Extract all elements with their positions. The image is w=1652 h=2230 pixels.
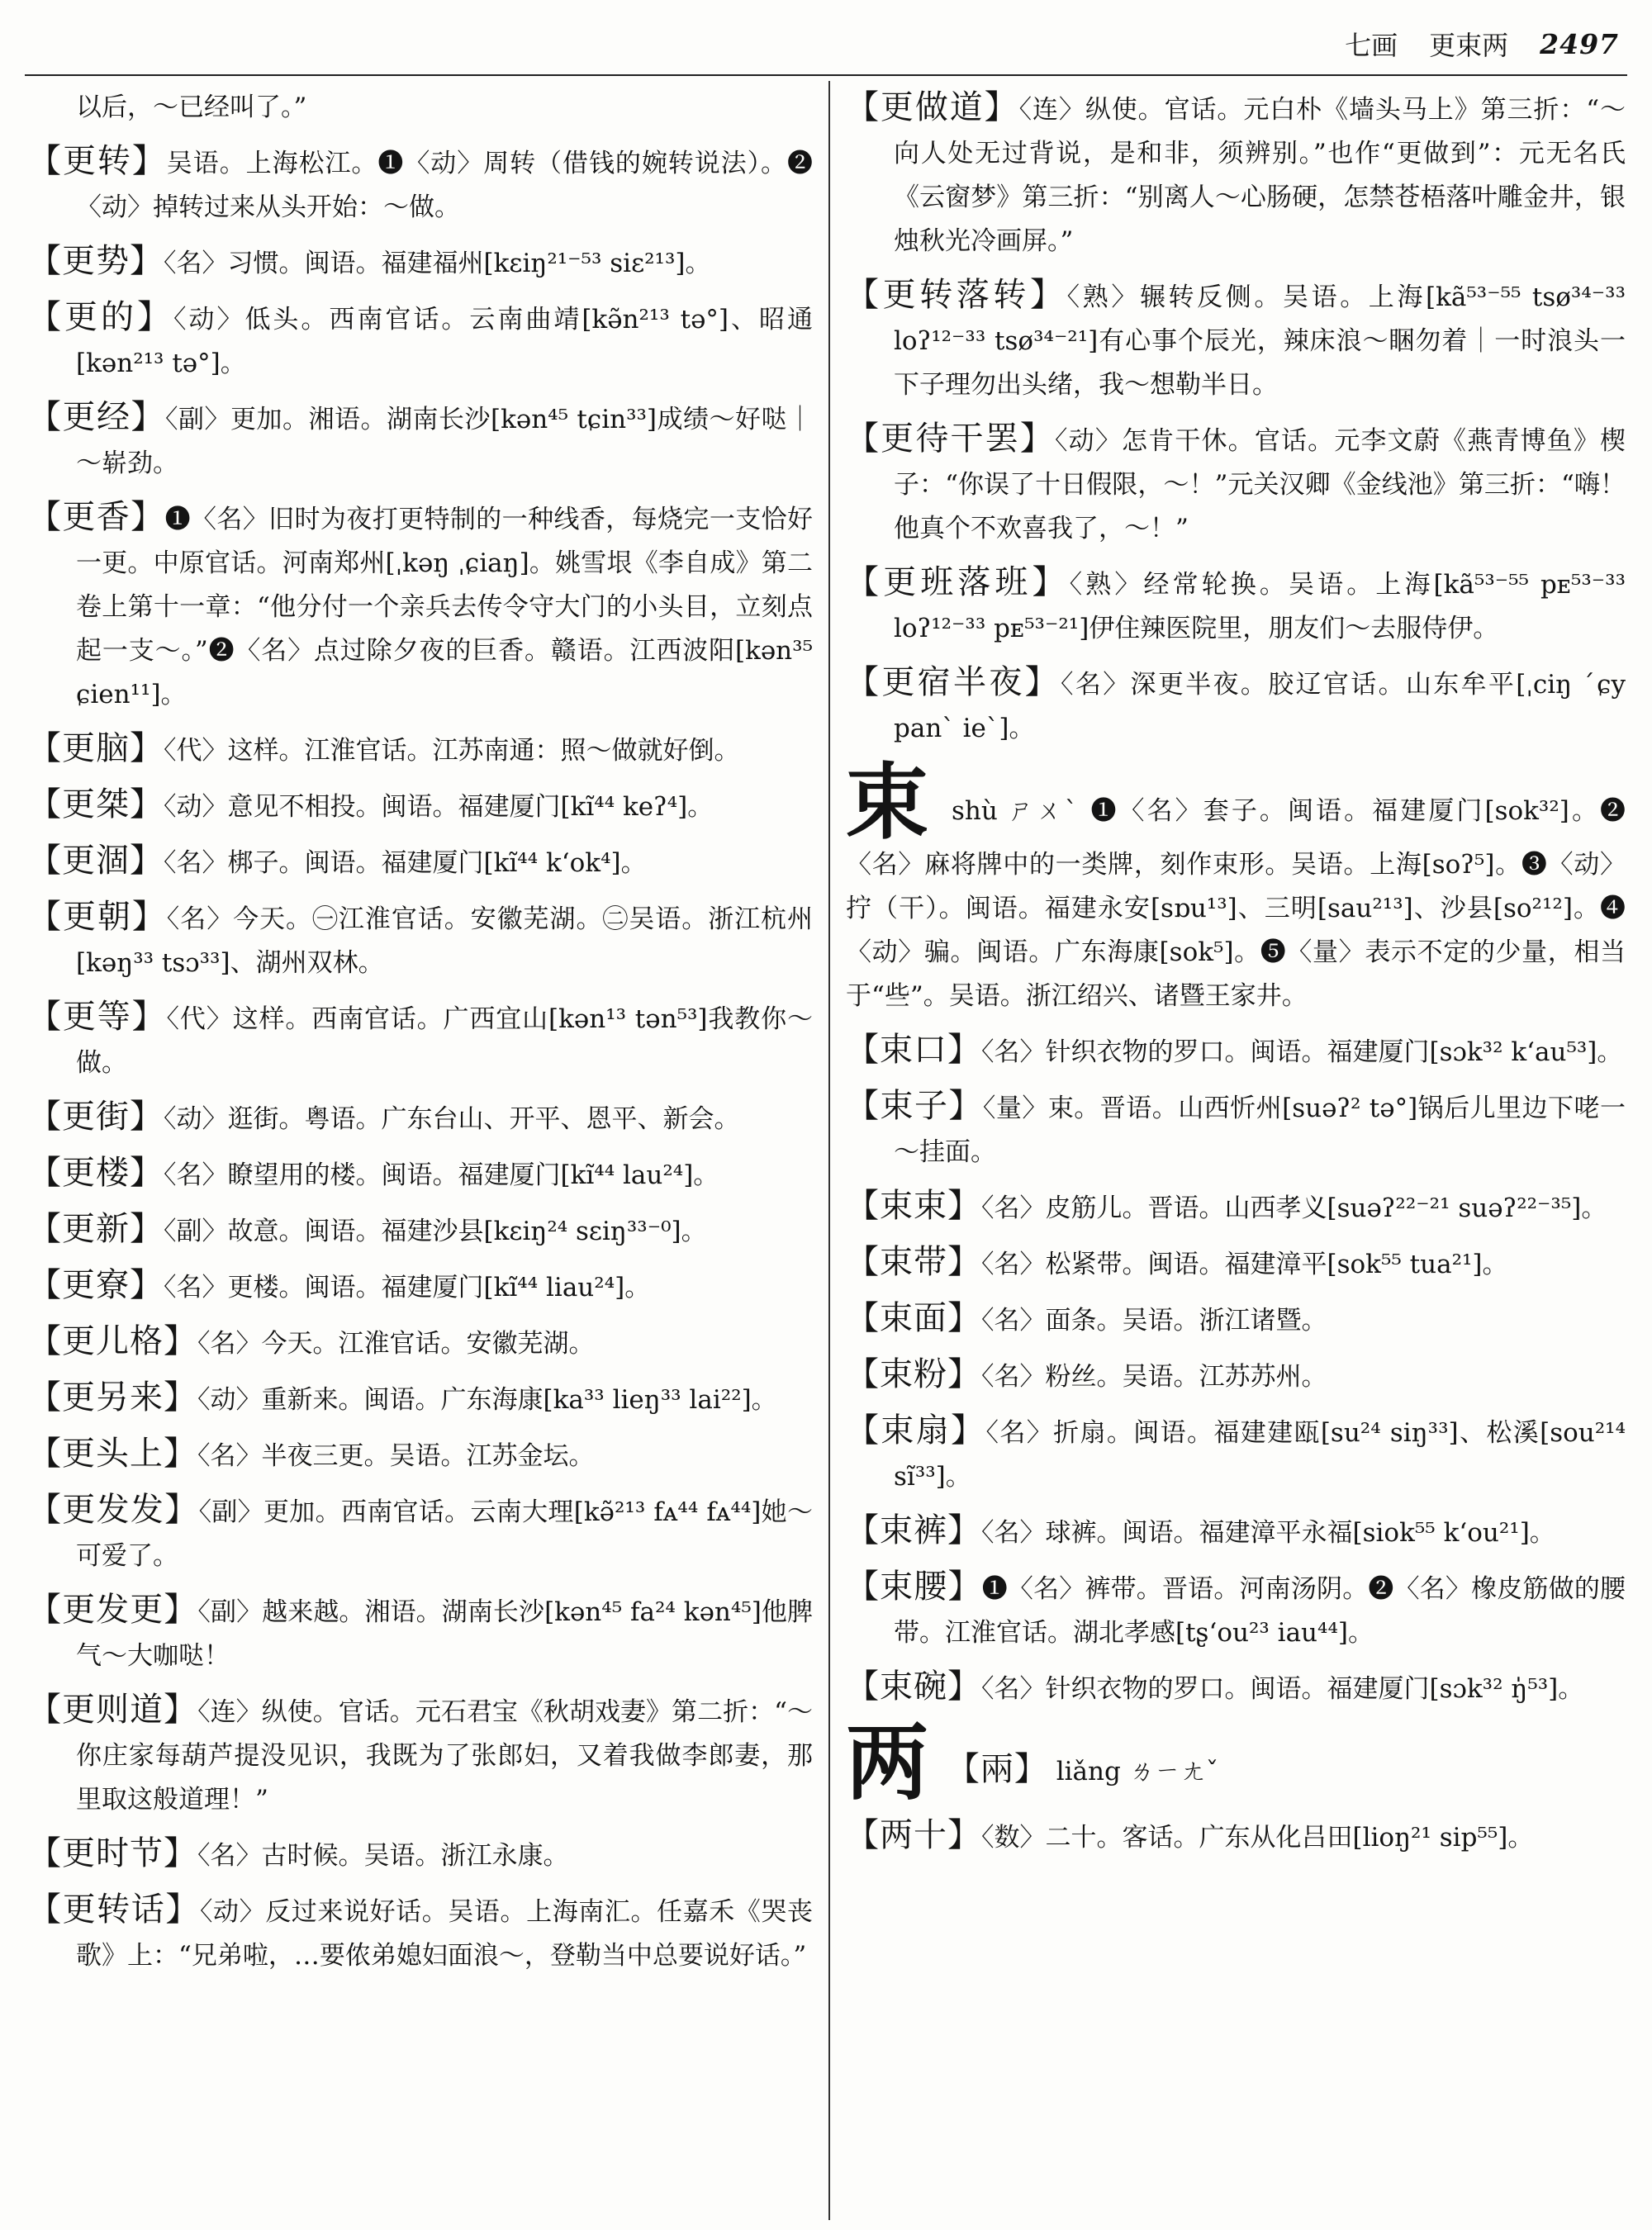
page-number: 2497 — [1540, 27, 1619, 60]
head-zhuyin: ㄕㄨˋ — [1008, 796, 1080, 826]
dictionary-entry: 【更朝】〈名〉今天。㊀江淮官话。安徽芜湖。㊁吴语。浙江杭州[kəŋ³³ tsɔ³³]、湖州双林。 — [28, 898, 813, 978]
dictionary-entry: 【更楼】〈名〉瞭望用的楼。闽语。福建厦门[kĩ⁴⁴ lau²⁴]。 — [28, 1154, 719, 1192]
dictionary-entry: 【更街】〈动〉逛街。粤语。广东台山、开平、恩平、新会。 — [28, 1098, 740, 1136]
headword: 【束碗】 — [846, 1668, 981, 1706]
headword: 【更待干罢】 — [846, 420, 1055, 458]
headword: 【束带】 — [846, 1243, 981, 1281]
dictionary-entry: 【更儿格】〈名〉今天。江淮官话。安徽芜湖。 — [28, 1322, 595, 1360]
headword: 【更发发】 — [28, 1491, 199, 1529]
headword: 【束面】 — [846, 1299, 981, 1337]
dictionary-entry: 【更脑】〈代〉这样。江淮官话。江苏南通：照～做就好倒。 — [28, 729, 740, 767]
dictionary-entry: 【束粉】〈名〉粉丝。吴语。江苏苏州。 — [846, 1355, 1327, 1393]
dictionary-entry: 【更另来】〈动〉重新来。闽语。广东海康[ka³³ lieŋ³³ lai²²]。 — [28, 1378, 777, 1416]
headword: 【更街】 — [28, 1098, 164, 1136]
headword: 【更朝】 — [28, 898, 167, 936]
dictionary-entry: 【更经】〈副〉更加。湘语。湖南长沙[kən⁴⁵ tɕin³³]成绩～好哒｜～崭劲。 — [28, 398, 813, 478]
headword: 【束扇】 — [846, 1412, 986, 1450]
page-header — [991, 15, 1619, 73]
headword: 【更儿格】 — [28, 1322, 197, 1360]
headword: 【两十】 — [846, 1816, 981, 1854]
headword: 【束粉】 — [846, 1355, 981, 1393]
head-definition: ❶〈名〉套子。闽语。福建厦门[sok³²]。❷〈名〉麻将牌中的一类牌，刻作束形。吴语。上海[soʔ⁵]。❸〈动〉拧（干）。闽语。福建永安[sɒu¹³]、三明[sau²¹³]、沙县[so²¹²]。❹〈动〉骗。闽语。广东海康[sok⁵]。❺〈量〉表示不定的少量，相当于“些”。吴语。浙江绍兴、诸暨王家井。 — [846, 796, 1626, 1011]
headword: 【更转话】 — [28, 1891, 200, 1929]
head-zhuyin: ㄌㄧㄤˇ — [1128, 1757, 1219, 1786]
headword: 【束束】 — [846, 1187, 981, 1225]
dictionary-entry: 【束带】〈名〉松紧带。闽语。福建漳平[sok⁵⁵ tua²¹]。 — [846, 1243, 1508, 1281]
dictionary-entry: 【更发更】〈副〉越来越。湘语。湖南长沙[kən⁴⁵ fa²⁴ kən⁴⁵]他脾气～大咖哒！ — [28, 1591, 813, 1671]
dictionary-entry: 【束束】〈名〉皮筋儿。晋语。山西孝义[suəʔ²²⁻²¹ suəʔ²²⁻³⁵]。 — [846, 1187, 1607, 1225]
headword: 【更新】 — [28, 1210, 164, 1248]
dictionary-entry: 【更香】❶〈名〉旧时为夜打更特制的一种线香，每烧完一支恰好一更。中原官话。河南郑州[ˌkəŋ ˌɕiaŋ]。姚雪垠《李自成》第二卷上第十一章：“他分付一个亲兵去传令守大门的小头目，立刻点起一支～。”❷〈名〉点过除夕夜的巨香。赣语。江西波阳[kən³⁵ ɕien¹¹]。 — [28, 498, 813, 709]
dictionary-entry: 【束面】〈名〉面条。吴语。浙江诸暨。 — [846, 1299, 1327, 1337]
headword: 【更则道】 — [28, 1691, 198, 1729]
headword: 【更等】 — [28, 998, 167, 1036]
dictionary-entry: 【更头上】〈名〉半夜三更。吴语。江苏金坛。 — [28, 1435, 595, 1473]
header-rule — [25, 74, 1627, 76]
headword: 【束子】 — [846, 1087, 983, 1125]
headword: 【更涸】 — [28, 842, 164, 880]
headword: 【更做道】 — [846, 88, 1019, 126]
headword: 【更寮】 — [28, 1266, 164, 1304]
headword: 【束口】 — [846, 1031, 981, 1069]
dictionary-entry: 【更涸】〈名〉梆子。闽语。福建厦门[kĩ⁴⁴ k‘ok⁴]。 — [28, 842, 647, 880]
head-character: 两 — [846, 1714, 928, 1811]
headword: 【更班落班】 — [846, 563, 1070, 601]
dictionary-entry: 【更势】〈名〉习惯。闽语。福建福州[kεiŋ²¹⁻⁵³ siε²¹³]。 — [28, 242, 711, 280]
headword: 【更的】 — [28, 298, 173, 336]
dictionary-entry: 【更转】吴语。上海松江。❶〈动〉周转（借钱的婉转说法）。❷〈动〉掉转过来从头开始：～做。 — [28, 142, 813, 222]
headword: 【更经】 — [28, 398, 165, 436]
headword: 【更时节】 — [28, 1834, 197, 1872]
head-character-entry — [846, 753, 1626, 1018]
head-character: 束 — [846, 753, 932, 851]
headword: 【束腰】 — [846, 1568, 982, 1606]
dictionary-entry: 【更则道】〈连〉纵使。官话。元石君宝《秋胡戏妻》第二折：“～你庄家每葫芦提没见识，我既为了张郎妇，又着我做李郎妻，那里取这般道理！” — [28, 1691, 813, 1815]
dictionary-entry: 【束扇】〈名〉折扇。闽语。福建建瓯[su²⁴ siŋ³³]、松溪[sou²¹⁴ sĩ³³]。 — [846, 1412, 1626, 1492]
dictionary-entry: 【更发发】〈副〉更加。西南官话。云南大理[kə̃²¹³ fᴀ⁴⁴ fᴀ⁴⁴]她～可爱了。 — [28, 1491, 813, 1571]
headword: 【更楼】 — [28, 1154, 164, 1192]
traditional-form: 【兩】 — [946, 1750, 1048, 1788]
dictionary-entry: 【更寮】〈名〉更楼。闽语。福建厦门[kĩ⁴⁴ liau²⁴]。 — [28, 1266, 651, 1304]
dictionary-entry: 【更班落班】〈熟〉经常轮换。吴语。上海[kã⁵³⁻⁵⁵ pᴇ⁵³⁻³³ loʔ¹²⁻³³ pᴇ⁵³⁻²¹]伊住辣医院里，朋友们～去服侍伊。 — [846, 563, 1626, 643]
section-label: 七画 — [1345, 30, 1398, 61]
dictionary-entry: 【更做道】〈连〉纵使。官话。元白朴《墙头马上》第三折：“～向人处无过背说，是和非，须辨别。”也作“更做到”：元无名氏《云窗梦》第三折：“别离人～心肠硬，怎禁苍梧落叶雕金井，银烛秋光冷画屏。” — [846, 88, 1626, 256]
dictionary-entry: 【更转落转】〈熟〉辗转反侧。吴语。上海[kã⁵³⁻⁵⁵ tsø³⁴⁻³³ loʔ¹²⁻³³ tsø³⁴⁻²¹]有心事个辰光，辣床浪～睏勿着｜一时浪头一下子理勿出头绪，我～想勒半日。 — [846, 276, 1626, 400]
dictionary-entry: 【更宿半夜】〈名〉深更半夜。胶辽官话。山东牟平[ˌciŋ ˊɕy panˋ ieˋ]。 — [846, 663, 1626, 743]
headword: 【更香】 — [28, 498, 165, 536]
headword: 【更脑】 — [28, 729, 164, 767]
dictionary-entry: 【更等】〈代〉这样。西南官话。广西宜山[kən¹³ tən⁵³]我教你～做。 — [28, 998, 813, 1078]
dictionary-entry: 以后，～已经叫了。” — [76, 93, 307, 122]
headword: 【更桀】 — [28, 785, 164, 823]
dictionary-entry: 【束子】〈量〉束。晋语。山西忻州[suəʔ² tə°]锅后儿里边下咾一～挂面。 — [846, 1087, 1626, 1167]
headword: 【更转落转】 — [846, 276, 1067, 314]
headword: 【更转】 — [28, 142, 167, 180]
headword: 【更另来】 — [28, 1378, 197, 1416]
right-column — [846, 86, 1626, 2225]
headword: 【更发更】 — [28, 1591, 198, 1629]
column-divider — [828, 81, 830, 2220]
dictionary-entry: 【更转话】〈动〉反过来说好话。吴语。上海南汇。任嘉禾《哭丧歌》上：“兄弟啦，…要侬弟媳妇面浪～，登勒当中总要说好话。” — [28, 1891, 813, 1971]
dictionary-entry: 【更时节】〈名〉古时候。吴语。浙江永康。 — [28, 1834, 569, 1872]
head-pinyin: shù — [952, 796, 998, 826]
left-column — [28, 86, 813, 2225]
dictionary-entry: 【更待干罢】〈动〉怎肯干休。官话。元李文蔚《燕青博鱼》楔子：“你误了十日假限，～！”元关汉卿《金线池》第三折：“嗨！他真个不欢喜我了，～！” — [846, 420, 1626, 543]
dictionary-entry: 【束碗】〈名〉针织衣物的罗口。闽语。福建厦门[sɔk³² ŋ̍⁵³]。 — [846, 1668, 1584, 1706]
head-pinyin: liǎng — [1056, 1757, 1121, 1786]
headword: 【更宿半夜】 — [846, 663, 1061, 701]
headword: 【更头上】 — [28, 1435, 197, 1473]
header-chars: 更束两 — [1429, 30, 1509, 61]
dictionary-entry: 【束腰】❶〈名〉裤带。晋语。河南汤阴。❷〈名〉橡皮筋做的腰带。江淮官话。湖北孝感[tʂ‘ou²³ iau⁴⁴]。 — [846, 1568, 1626, 1648]
dictionary-entry: 【更桀】〈动〉意见不相投。闽语。福建厦门[kĩ⁴⁴ keʔ⁴]。 — [28, 785, 714, 823]
dictionary-entry: 【束裤】〈名〉球裤。闽语。福建漳平永福[siok⁵⁵ k‘ou²¹]。 — [846, 1511, 1555, 1549]
dictionary-entry: 【两十】〈数〉二十。客话。广东从化吕田[lioŋ²¹ sip⁵⁵]。 — [846, 1816, 1534, 1854]
dictionary-entry: 【束口】〈名〉针织衣物的罗口。闽语。福建厦门[sɔk³² k‘au⁵³]。 — [846, 1031, 1623, 1069]
dictionary-entry: 【更的】〈动〉低头。西南官话。云南曲靖[kə̃n²¹³ tə°]、昭通[kən²¹³ tə°]。 — [28, 298, 813, 378]
headword: 【更势】 — [28, 242, 164, 280]
dictionary-entry: 【更新】〈副〉故意。闽语。福建沙县[kεiŋ²⁴ sεiŋ³³⁻⁰]。 — [28, 1210, 707, 1248]
head-character-entry — [846, 1714, 1626, 1811]
headword: 【束裤】 — [846, 1511, 981, 1549]
